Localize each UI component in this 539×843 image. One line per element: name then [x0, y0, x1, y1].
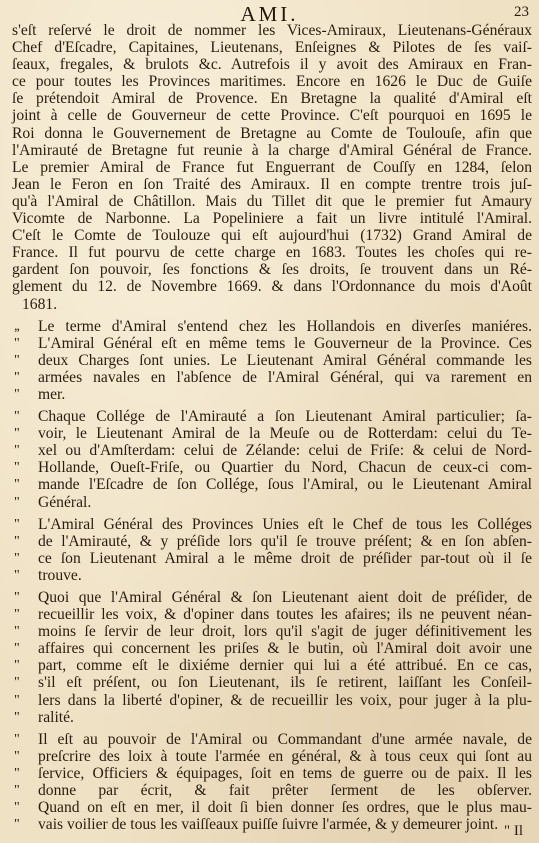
line-text: Il eſt au pouvoir de l'Amiral ou Commandant d'une armée navale, de [38, 730, 532, 748]
quotation-mark: " [14, 460, 19, 476]
line-text: trouve. [38, 566, 82, 584]
quotation-mark: " [14, 607, 19, 623]
quoted-line [12, 318, 532, 335]
quoted-line [12, 692, 532, 709]
quotation-mark: " [14, 675, 19, 691]
quotation-mark: " [14, 624, 19, 640]
line-text: Chaque Collége de l'Amirauté a ſon Lieutenant Amiral particulier; ſa- [38, 408, 532, 426]
quoted-line [12, 606, 532, 623]
quotation-mark: ,, [14, 318, 19, 334]
text-line: s'eſt reſervé le droit de nommer les Vices-Amiraux, Lieutenans-Généraux [12, 22, 532, 39]
line-text: lers dans la liberté d'opiner, & de recueillir les voix, pour juger à la plu- [38, 691, 532, 709]
quoted-line [12, 352, 532, 369]
quotation-mark: " [14, 590, 19, 605]
line-text: s'il eſt préſent, ou ſon Lieutenant, ils ſe retirent, laiſſant les Conſeil- [38, 674, 532, 692]
text-line: ce pour toutes les Provinces maritimes. Encore en 1626 le Duc de Guiſe [12, 73, 532, 91]
line-text: moins ſe ſervir de leur droit, lors qu'il s'agit de juger définitivement les [38, 623, 532, 641]
line-text: voir, le Lieutenant Amiral de la Meuſe ou de Rotterdam: celui du Te- [38, 425, 532, 443]
quotation-mark: " [14, 641, 19, 657]
body-text [12, 22, 532, 833]
text-line: qu'à l'Amiral de Châtillon. Mais du Tillet dit que le premier fut Amaury [12, 192, 532, 210]
quotation-mark: " [14, 783, 19, 799]
quotation-mark: " [14, 386, 19, 402]
line-text: Quoi que l'Amiral Général & ſon Lieutenant aient doit de préſider, de [38, 589, 532, 606]
quoted-line [12, 709, 532, 726]
quotation-mark: " [14, 800, 19, 816]
quoted-line [12, 369, 532, 386]
quoted-line [12, 476, 532, 493]
quoted-line [12, 674, 532, 691]
line-text: xel ou d'Amſterdam: celui de Zélande: celui de Friſe: & celui de Nord- [38, 442, 532, 460]
quoted-line [12, 408, 532, 425]
text-line: l'Amirauté de Bretagne fut reunie à la charge d'Amiral Général de France. [12, 141, 532, 159]
quoted-line [12, 623, 532, 640]
quoted-line [12, 494, 532, 511]
text-line: ſe prétendoit Amiral de Provence. En Bretagne la qualité d'Amiral eſt [12, 90, 532, 108]
quotation-mark: " [14, 369, 19, 385]
quoted-line [12, 765, 532, 782]
line-text: affaires qui concernent les priſes & le butin, où l'Amiral doit avoir une [38, 640, 532, 658]
quoted-line [12, 799, 532, 816]
quotation-mark: " [14, 748, 19, 764]
line-text: Hollande, Oueſt-Friſe, ou Quartier du Nord, Chacun de ceux-ci com- [38, 459, 532, 477]
quotation-mark: " [14, 692, 19, 708]
line-text: ſervice, Officiers & équipages, ſoit en tems de guerre ou de paix. Il les [38, 764, 532, 782]
quotation-mark: " [14, 516, 19, 532]
text-line: 1681. [22, 295, 58, 313]
line-text: armées navales en l'abſence de l'Amiral Général, qui va rarement en [38, 368, 532, 386]
quoted-line [12, 640, 532, 657]
line-text: deux Charges ſont unies. Le Lieutenant Amiral Général commande les [38, 351, 532, 369]
line-text: mer. [38, 385, 66, 403]
quotation-mark: " [14, 550, 19, 566]
text-line: joint à celle de Gouverneur de cette Province. C'eſt pourquoi en 1695 le [12, 107, 532, 125]
running-title: AMI. [240, 2, 299, 26]
quotation-mark: " [14, 709, 19, 725]
quotation-mark: " [14, 731, 19, 747]
quoted-line [12, 550, 532, 567]
quotation-mark: " [14, 352, 19, 368]
quoted-line [12, 533, 532, 550]
line-text: L'Amiral Général eſt en même tems le Gouverneur de la Province. Ces [38, 334, 532, 352]
line-text: ralité. [38, 708, 74, 726]
page-number: 23 [514, 4, 529, 20]
line-text: mande l'Eſcadre de ſon Collége, ſous l'Amiral, ou le Lieutenant Amiral [38, 476, 532, 494]
line-text: recueillir les voix, & d'opiner dans toutes les afaires; ils ne peuvent néan- [38, 606, 532, 624]
quotation-mark: " [14, 426, 19, 442]
text-line: Roi donna le Gouvernement de Bretagne au Comte de Toulouſe, afin que [12, 124, 532, 142]
text-line: gardent ſon pouvoir, ſes fonctions & ſes droits, ſe trouvent dans un Ré- [12, 261, 532, 279]
line-text: ce ſon Lieutenant Amiral a le même droit de préſider par-tout où il ſe [38, 549, 532, 567]
quotation-mark: " [14, 567, 19, 583]
text-line: Chef d'Eſcadre, Capitaines, Lieutenans, Enſeignes & Pilotes de ſes vaiſ- [12, 39, 532, 57]
quoted-line [12, 657, 532, 674]
quotation-mark: " [14, 335, 19, 351]
line-text: donne par écrit, & fait prêter ſerment de les obſerver. [38, 782, 532, 800]
text-line: France. Il fut pourvu de cette charge en 1683. Toutes les choſes qui re- [12, 244, 532, 262]
text-line: Jean le Feron en ſon Traité des Amiraux. Il en compte trentre trois juſ- [12, 175, 532, 193]
catchword: " Il [503, 823, 523, 839]
text-line: C'eſt le Comte de Toulouze qui eſt aujourd'hui (1732) Grand Amiral de [12, 227, 532, 245]
line-text: L'Amiral Général des Provinces Unies eſt le Chef de tous les Colléges [38, 515, 532, 533]
quotation-mark: " [14, 477, 19, 493]
line-text: preſcrire des loix à toute l'armée en général, & à tous ceux qui ſont au [38, 747, 532, 765]
line-text: Quand on eſt en mer, il doit ſi bien donner ſes ordres, que le plus mau- [38, 799, 532, 817]
quoted-line [12, 425, 532, 442]
quoted-line [12, 335, 532, 352]
quoted-line [12, 782, 532, 799]
line-text: de l'Amirauté, & y préſide lors qu'il ſe trouve préſent; & en ſon abſen- [38, 532, 532, 550]
line-text: part, comme eſt le dixiéme dernier qui lui a été attribué. En ce cas, [38, 657, 532, 675]
quoted-line [12, 459, 532, 476]
quotation-mark: " [14, 533, 19, 549]
quoted-line [12, 516, 532, 533]
quotation-mark: " [14, 817, 19, 833]
quotation-mark: " [14, 409, 19, 425]
quoted-line [12, 567, 532, 584]
text-line: ſeaux, fregales, & brulots &c. Autrefois il y avoit des Amiraux en Fran- [12, 56, 532, 74]
text-line: Vicomte de Narbonne. La Popeliniere a fait un livre intitulé l'Amiral. [12, 210, 532, 228]
text-line: glement du 12. de Novembre 1669. & dans l'Ordonnance du mois d'Août [12, 278, 532, 296]
quotation-mark: " [14, 494, 19, 510]
quotation-mark: " [14, 443, 19, 459]
quoted-line [12, 731, 532, 748]
quoted-line [12, 816, 532, 833]
quotation-mark: " [14, 658, 19, 674]
line-text: vais voilier de tous les vaiſſeaux puiſſe ſuivre l'armée, & y demeurer joint. [38, 816, 499, 834]
quoted-line [12, 589, 532, 606]
page-header [0, 2, 539, 24]
quotation-mark: " [14, 765, 19, 781]
line-text: Général. [38, 493, 92, 511]
line-text: Le terme d'Amiral s'entend chez les Hollandois en diverſes maniéres. [38, 317, 532, 335]
quoted-line [12, 748, 532, 765]
text-line: Le premier Amiral de France fut Enguerrant de Couſſy en 1284, ſelon [12, 158, 532, 176]
quoted-line [12, 442, 532, 459]
quoted-line [12, 386, 532, 403]
